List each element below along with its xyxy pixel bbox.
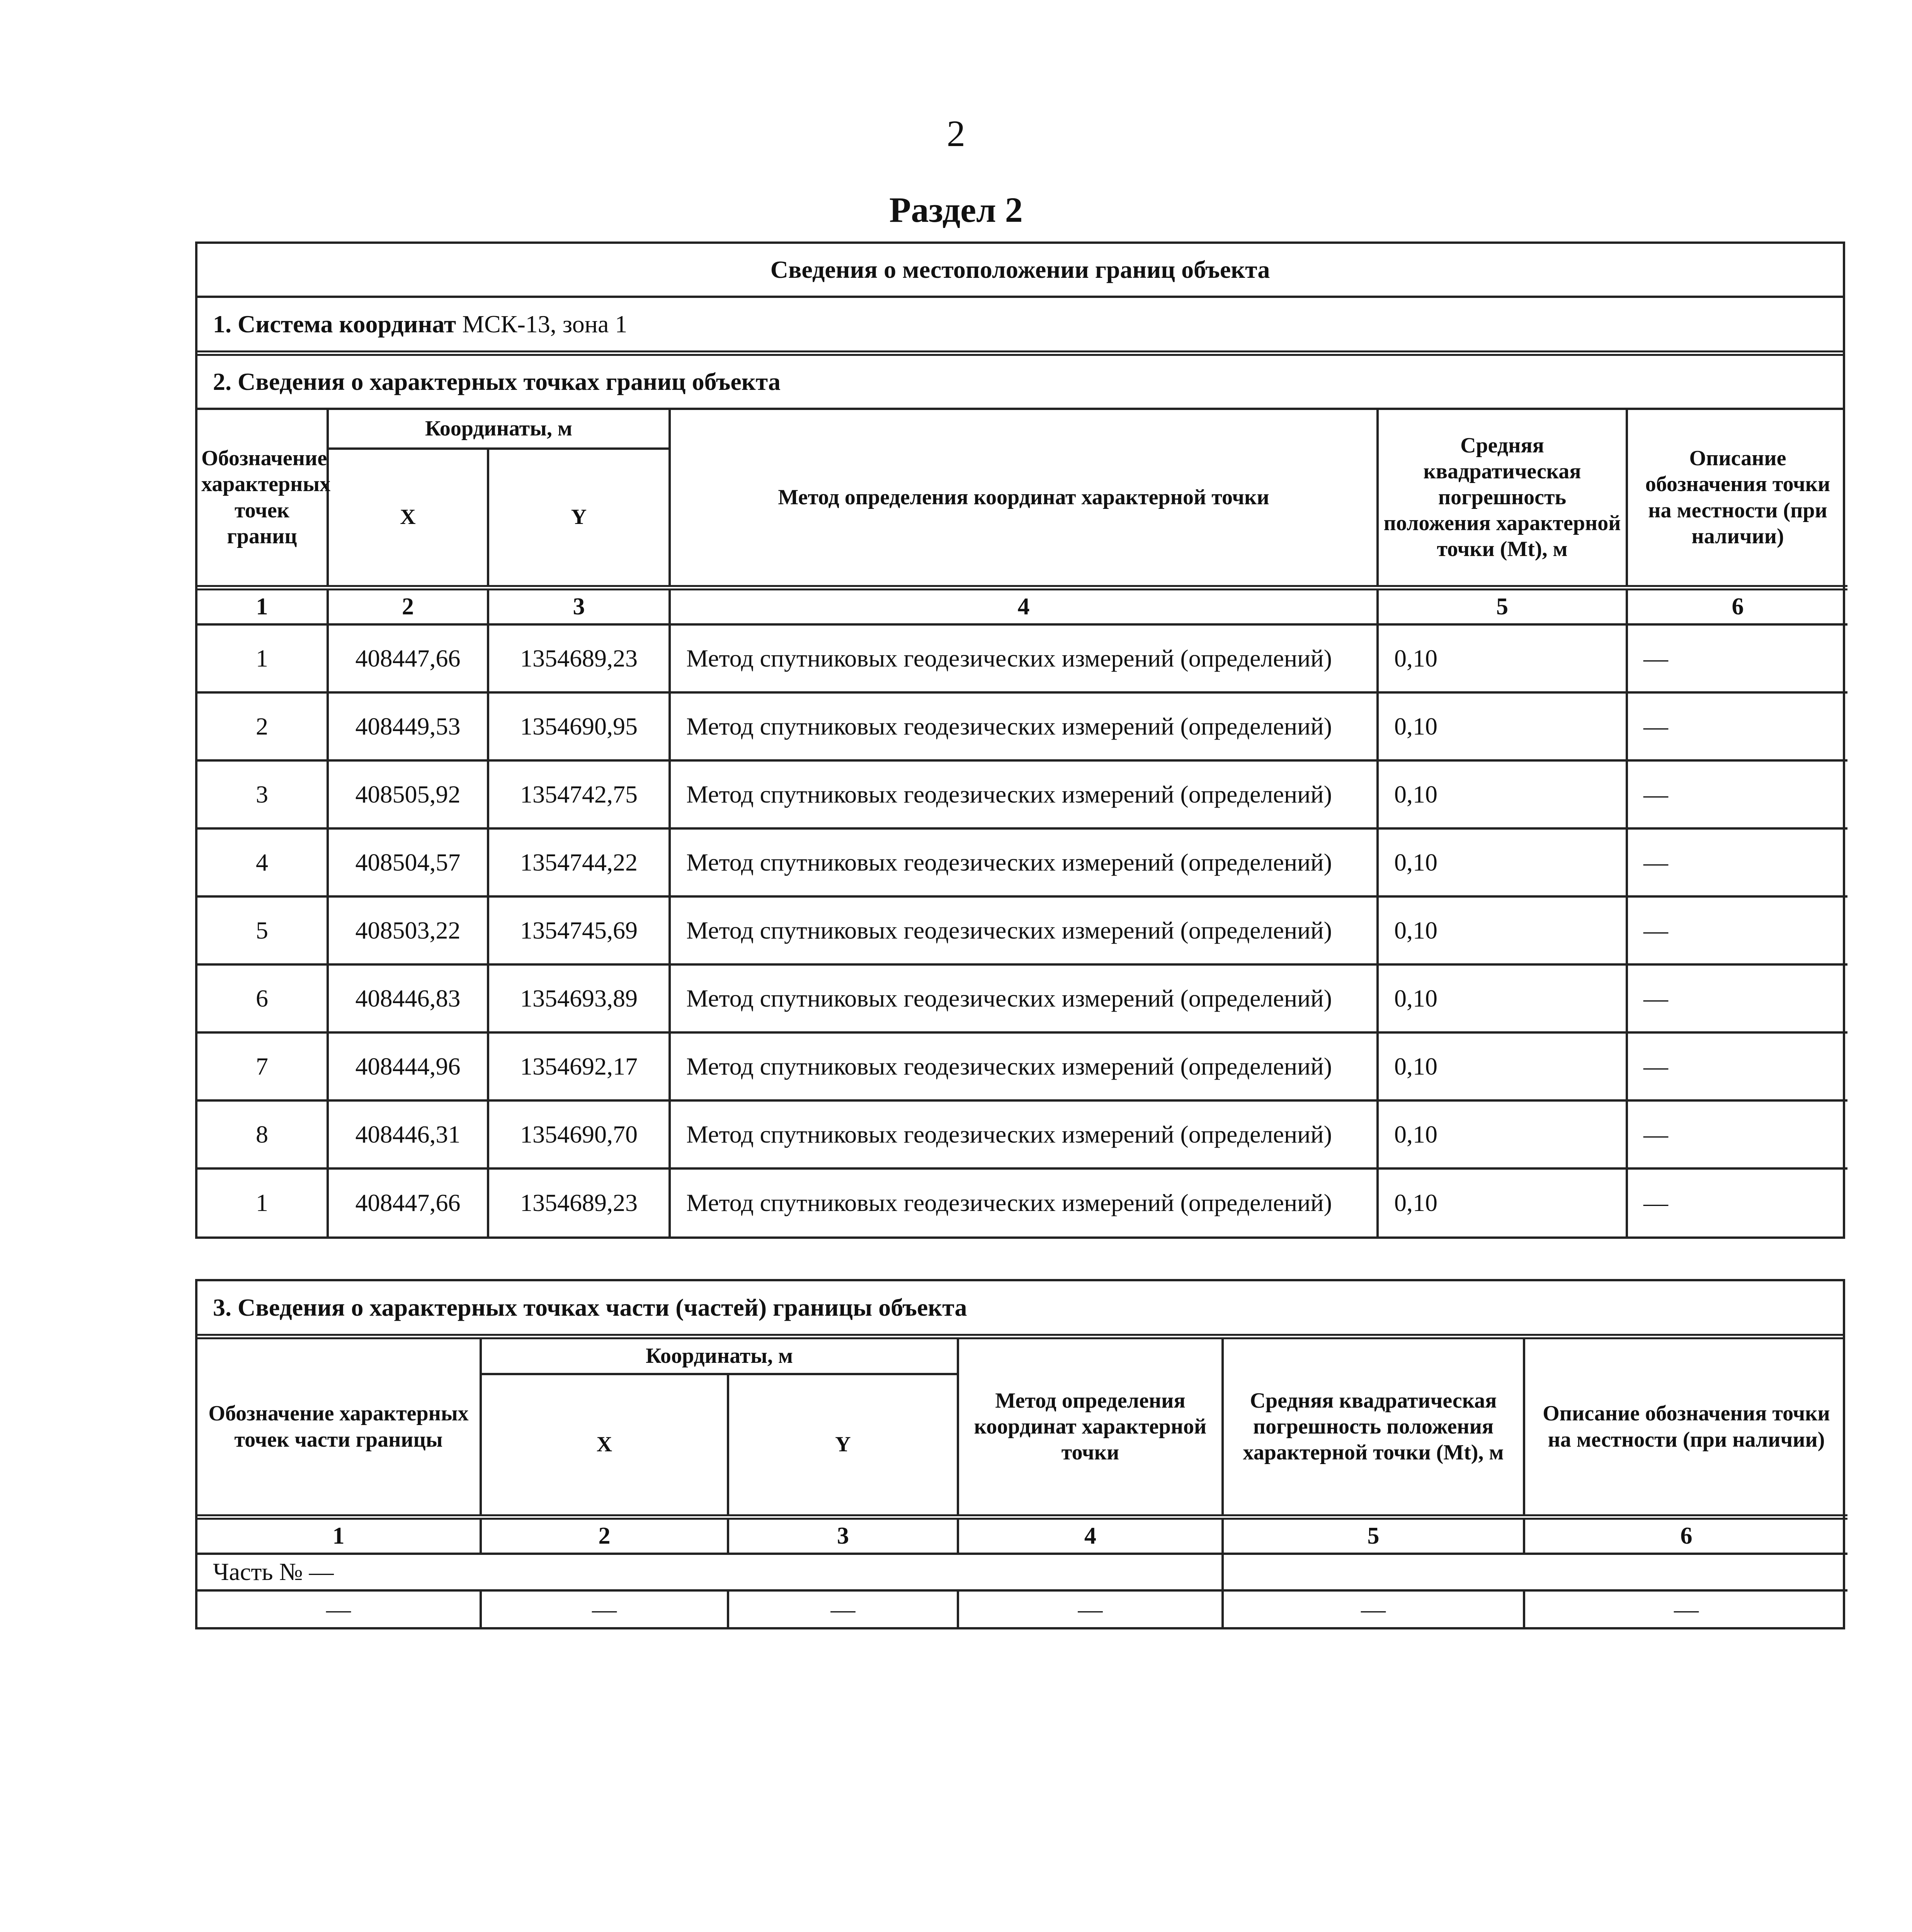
point-description: —	[1627, 828, 1847, 896]
table-row	[197, 1590, 1847, 1627]
table-row	[197, 828, 1847, 896]
point-x: 408446,83	[328, 964, 488, 1032]
point-method: Метод спутниковых геодезических измерений (определений)	[670, 1032, 1378, 1100]
table-row	[197, 1100, 1847, 1168]
column-number: 6	[1524, 1517, 1847, 1554]
point-accuracy: 0,10	[1378, 1168, 1627, 1236]
column-number: 3	[728, 1517, 958, 1554]
header-accuracy: Средняя квадратическая погрешность положения характерной точки (Mt), м	[1223, 1339, 1524, 1517]
point-description: —	[1627, 1168, 1847, 1236]
point-method: Метод спутниковых геодезических измерений (определений)	[670, 1100, 1378, 1168]
column-number: 4	[670, 588, 1378, 624]
column-number: 2	[328, 588, 488, 624]
empty-cell: —	[197, 1590, 481, 1627]
table-row	[197, 964, 1847, 1032]
point-number: 1	[197, 624, 328, 692]
coord-system-label: 1. Система координат	[213, 310, 456, 338]
point-method: Метод спутниковых геодезических измерений (определений)	[670, 1168, 1378, 1236]
point-y: 1354693,89	[488, 964, 670, 1032]
point-y: 1354742,75	[488, 760, 670, 828]
point-accuracy: 0,10	[1378, 1100, 1627, 1168]
header-method: Метод определения координат характерной точки	[670, 410, 1378, 588]
header-designation: Обозначение характерных точек части границы	[197, 1339, 481, 1517]
point-x: 408503,22	[328, 896, 488, 964]
header-x: X	[481, 1374, 728, 1517]
point-accuracy: 0,10	[1378, 624, 1627, 692]
column-number: 3	[488, 588, 670, 624]
point-description: —	[1627, 624, 1847, 692]
table-row	[197, 760, 1847, 828]
table-row	[197, 896, 1847, 964]
point-x: 408504,57	[328, 828, 488, 896]
point-description: —	[1627, 1032, 1847, 1100]
point-method: Метод спутниковых геодезических измерений (определений)	[670, 828, 1378, 896]
point-description: —	[1627, 964, 1847, 1032]
point-accuracy: 0,10	[1378, 964, 1627, 1032]
point-method: Метод спутниковых геодезических измерений (определений)	[670, 964, 1378, 1032]
point-y: 1354690,70	[488, 1100, 670, 1168]
boundary-points-table	[197, 410, 1847, 1236]
point-number: 3	[197, 760, 328, 828]
point-y: 1354689,23	[488, 624, 670, 692]
table-row	[197, 624, 1847, 692]
header-x: X	[328, 449, 488, 588]
point-number: 8	[197, 1100, 328, 1168]
column-number: 1	[197, 1517, 481, 1554]
empty-cell: —	[1524, 1590, 1847, 1627]
column-number: 2	[481, 1517, 728, 1554]
point-accuracy: 0,10	[1378, 828, 1627, 896]
coord-system-value: МСК-13, зона 1	[462, 310, 628, 338]
point-number: 7	[197, 1032, 328, 1100]
header-y: Y	[728, 1374, 958, 1517]
part-row	[197, 1554, 1847, 1590]
point-y: 1354689,23	[488, 1168, 670, 1236]
point-accuracy: 0,10	[1378, 896, 1627, 964]
column-number: 5	[1223, 1517, 1524, 1554]
point-x: 408446,31	[328, 1100, 488, 1168]
point-y: 1354690,95	[488, 692, 670, 760]
points-heading: 2. Сведения о характерных точках границ объекта	[197, 356, 1843, 410]
part-empty-cell	[1223, 1554, 1847, 1590]
point-x: 408444,96	[328, 1032, 488, 1100]
point-y: 1354692,17	[488, 1032, 670, 1100]
table-row	[197, 1032, 1847, 1100]
point-method: Метод спутниковых геодезических измерений (определений)	[670, 896, 1378, 964]
point-accuracy: 0,10	[1378, 692, 1627, 760]
point-number: 1	[197, 1168, 328, 1236]
point-x: 408447,66	[328, 1168, 488, 1236]
point-description: —	[1627, 692, 1847, 760]
empty-cell: —	[728, 1590, 958, 1627]
point-description: —	[1627, 1100, 1847, 1168]
point-accuracy: 0,10	[1378, 1032, 1627, 1100]
table-row	[197, 692, 1847, 760]
section-title: Раздел 2	[889, 190, 1023, 230]
block-heading: Сведения о местоположении границ объекта	[197, 244, 1843, 298]
table-row	[197, 1168, 1847, 1236]
boundary-location-block	[195, 242, 1845, 1239]
page-number: 2	[947, 113, 965, 154]
column-number: 4	[958, 1517, 1223, 1554]
point-x: 408505,92	[328, 760, 488, 828]
point-accuracy: 0,10	[1378, 760, 1627, 828]
point-y: 1354744,22	[488, 828, 670, 896]
part-boundary-block	[195, 1279, 1845, 1629]
coordinate-system-line	[197, 298, 1843, 356]
column-number: 5	[1378, 588, 1627, 624]
header-description: Описание обозначения точки на местности (при наличии)	[1524, 1339, 1847, 1517]
point-number: 2	[197, 692, 328, 760]
point-number: 4	[197, 828, 328, 896]
point-x: 408447,66	[328, 624, 488, 692]
header-coordinates: Координаты, м	[481, 1339, 958, 1374]
part-label: Часть № —	[197, 1554, 1223, 1590]
empty-cell: —	[1223, 1590, 1524, 1627]
point-method: Метод спутниковых геодезических измерений (определений)	[670, 760, 1378, 828]
empty-cell: —	[958, 1590, 1223, 1627]
point-number: 6	[197, 964, 328, 1032]
point-method: Метод спутниковых геодезических измерений (определений)	[670, 692, 1378, 760]
column-number: 1	[197, 588, 328, 624]
empty-cell: —	[481, 1590, 728, 1627]
part-points-table	[197, 1339, 1847, 1627]
header-y: Y	[488, 449, 670, 588]
point-y: 1354745,69	[488, 896, 670, 964]
header-accuracy: Средняя квадратическая погрешность положения характерной точки (Mt), м	[1378, 410, 1627, 588]
point-number: 5	[197, 896, 328, 964]
header-coordinates: Координаты, м	[328, 410, 670, 449]
point-method: Метод спутниковых геодезических измерений (определений)	[670, 624, 1378, 692]
header-designation: Обозначение характерных точек границ	[197, 410, 328, 588]
header-description: Описание обозначения точки на местности (при наличии)	[1627, 410, 1847, 588]
part-points-heading: 3. Сведения о характерных точках части (частей) границы объекта	[197, 1281, 1843, 1339]
column-number: 6	[1627, 588, 1847, 624]
point-description: —	[1627, 896, 1847, 964]
header-method: Метод определения координат характерной точки	[958, 1339, 1223, 1517]
point-description: —	[1627, 760, 1847, 828]
point-x: 408449,53	[328, 692, 488, 760]
